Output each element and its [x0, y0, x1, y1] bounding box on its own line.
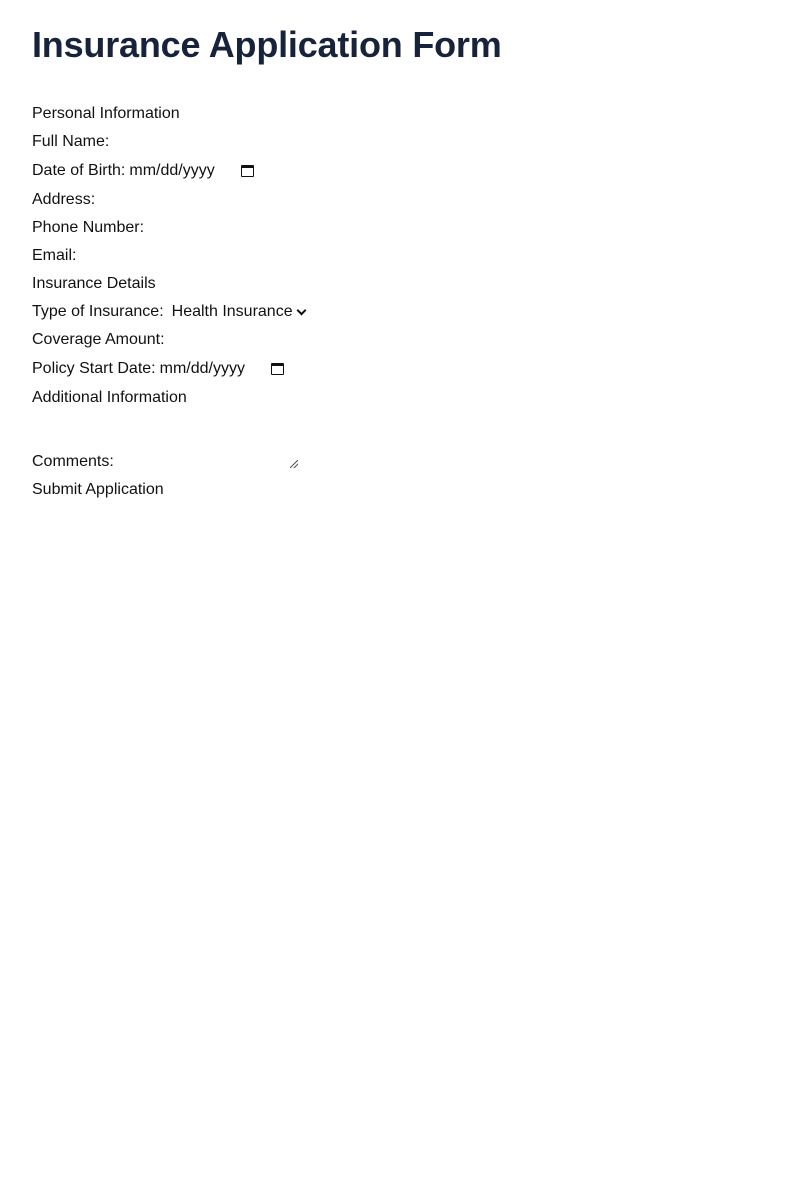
- start-date-row: [32, 354, 768, 384]
- full-name-row: [32, 128, 768, 156]
- dob-input[interactable]: [129, 157, 253, 185]
- email-label: Email:: [32, 247, 77, 264]
- submit-application-button[interactable]: Submit Application: [32, 476, 164, 504]
- phone-row: [32, 214, 768, 242]
- calendar-icon[interactable]: [271, 363, 284, 375]
- start-date-label: Policy Start Date:: [32, 360, 156, 377]
- section-personal-information: Personal Information: [32, 105, 180, 122]
- calendar-icon[interactable]: [241, 165, 254, 177]
- chevron-down-icon: [296, 305, 306, 315]
- coverage-input[interactable]: [169, 330, 329, 350]
- comments-row: [32, 448, 768, 476]
- email-input[interactable]: [80, 246, 240, 266]
- phone-input[interactable]: [148, 218, 308, 238]
- phone-label: Phone Number:: [32, 219, 145, 236]
- coverage-row: [32, 326, 768, 354]
- dob-placeholder: mm/dd/yyyy: [129, 162, 215, 179]
- section-insurance-details: Insurance Details: [32, 275, 156, 292]
- insurance-type-select[interactable]: [172, 298, 305, 326]
- resize-handle-icon[interactable]: [290, 460, 298, 468]
- email-row: [32, 242, 768, 270]
- address-label: Address:: [32, 191, 96, 208]
- start-date-input[interactable]: [160, 355, 284, 383]
- comments-label: Comments:: [32, 453, 114, 470]
- full-name-input[interactable]: [113, 132, 273, 152]
- dob-label: Date of Birth:: [32, 162, 126, 179]
- insurance-type-selected: Health Insurance: [171, 303, 293, 320]
- coverage-label: Coverage Amount:: [32, 331, 165, 348]
- section-additional-information: Additional Information: [32, 389, 187, 406]
- insurance-type-row: [32, 298, 768, 326]
- address-row: [32, 186, 768, 214]
- comments-textarea[interactable]: [122, 428, 298, 468]
- dob-row: [32, 156, 768, 186]
- start-date-placeholder: mm/dd/yyyy: [159, 360, 245, 377]
- insurance-type-label: Type of Insurance:: [32, 303, 164, 320]
- page-title: Insurance Application Form: [32, 24, 502, 65]
- insurance-form: [32, 100, 768, 504]
- full-name-label: Full Name:: [32, 133, 110, 150]
- address-input[interactable]: [99, 190, 259, 210]
